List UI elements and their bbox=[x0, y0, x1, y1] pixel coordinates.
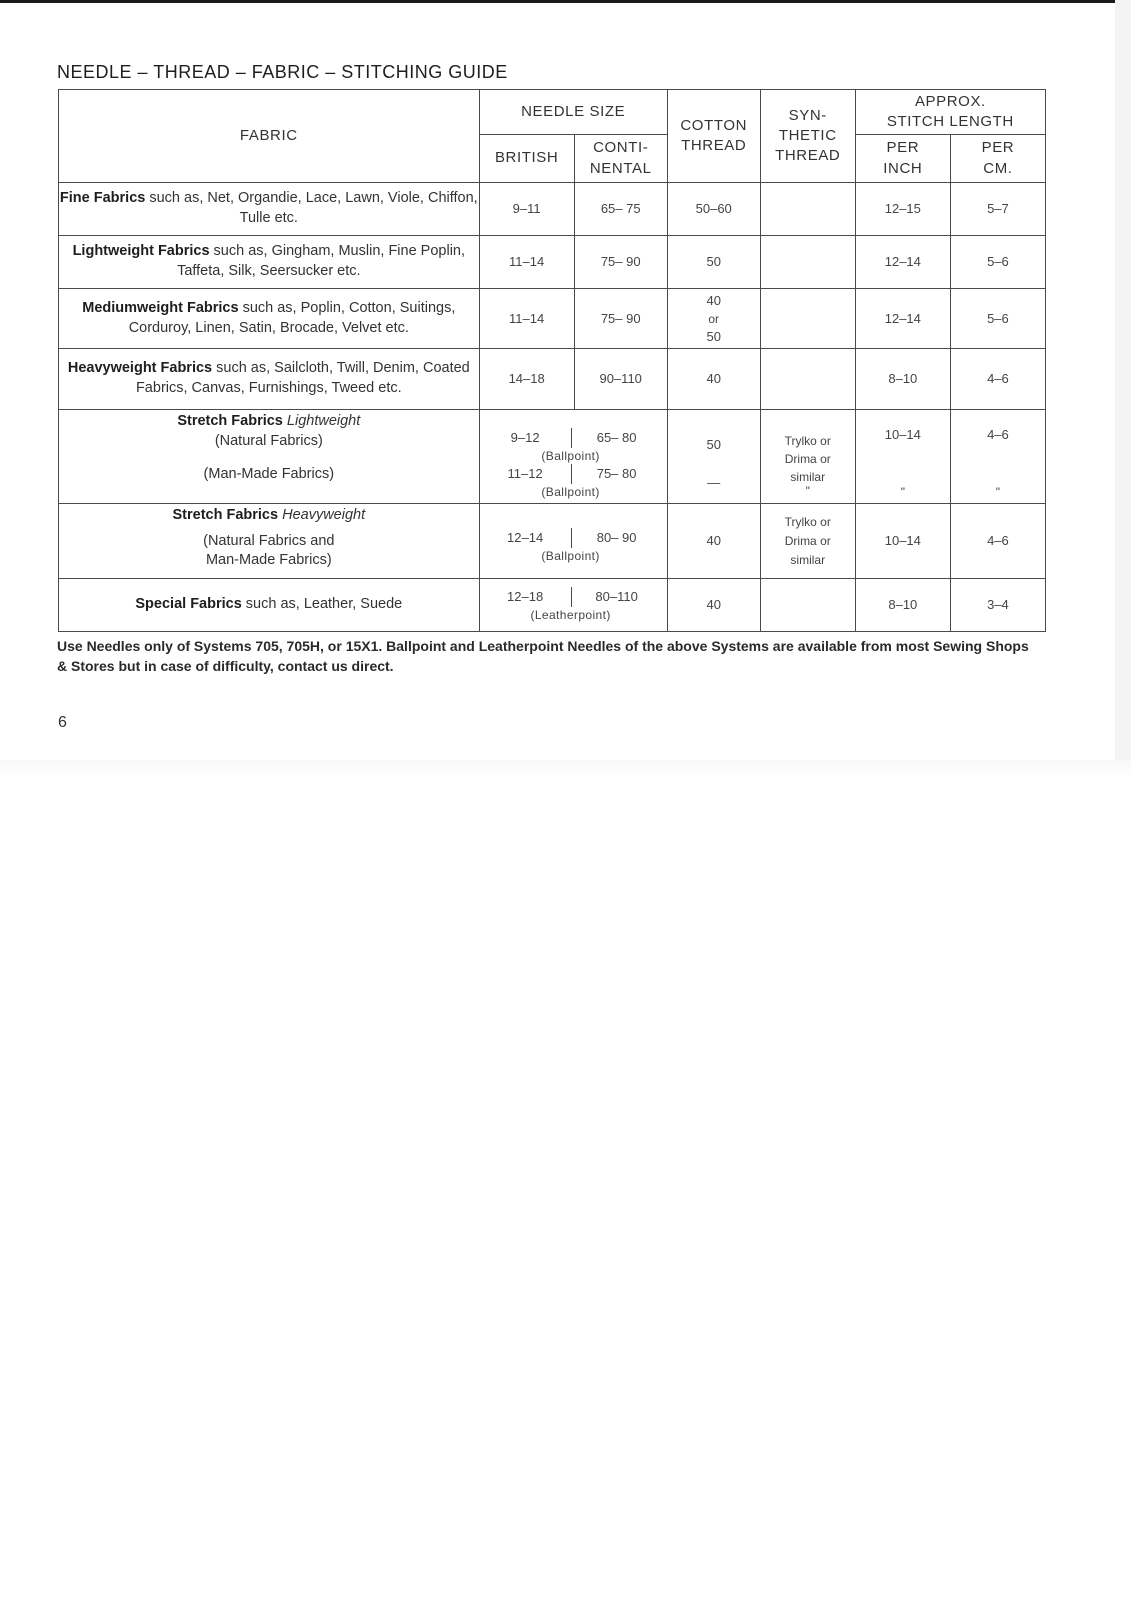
cotton-cell: 40 bbox=[667, 504, 760, 579]
page-edge-shadow bbox=[1115, 0, 1131, 775]
cotton-cell: 40 or 50 bbox=[667, 289, 760, 349]
fabric-cell: Heavyweight Fabrics such as, Sailcloth, Twill, Denim, Coated Fabrics, Canvas, Furnishings, Tweed etc. bbox=[59, 349, 480, 410]
page-bottom-edge bbox=[0, 760, 1131, 776]
cotton-cell: 50 bbox=[667, 236, 760, 289]
header-cotton-thread: COTTON THREAD bbox=[667, 90, 760, 183]
per-inch-cell: 10–14 bbox=[855, 504, 950, 579]
table-row bbox=[59, 579, 1046, 632]
synthetic-cell: Trylko or Drima or similar " bbox=[760, 410, 855, 504]
header-per-inch: PER INCH bbox=[855, 135, 950, 183]
top-edge-rule bbox=[0, 0, 1131, 3]
synthetic-cell: Trylko or Drima or similar bbox=[760, 504, 855, 579]
cotton-cell: 50 — bbox=[667, 410, 760, 504]
british-cell: 11–14 bbox=[479, 236, 574, 289]
header-british: BRITISH bbox=[479, 135, 574, 183]
per-inch-cell: 12–14 bbox=[855, 289, 950, 349]
cotton-cell: 50–60 bbox=[667, 183, 760, 236]
per-inch-cell: 8–10 bbox=[855, 349, 950, 410]
header-approx-stitch-length: APPROX. STITCH LENGTH bbox=[855, 90, 1045, 135]
per-cm-cell: 4–6 bbox=[950, 504, 1045, 579]
continental-cell: 65– 75 bbox=[574, 183, 667, 236]
page-title: NEEDLE – THREAD – FABRIC – STITCHING GUIDE bbox=[57, 62, 508, 82]
synthetic-cell bbox=[760, 236, 855, 289]
per-cm-cell: 5–6 bbox=[950, 289, 1045, 349]
per-inch-cell: 10–14 " bbox=[855, 410, 950, 504]
synthetic-cell bbox=[760, 349, 855, 410]
header-synthetic-thread: SYN- THETIC THREAD bbox=[760, 90, 855, 183]
synthetic-cell bbox=[760, 183, 855, 236]
needle-size-cell: 9–12 65– 80 (Ballpoint) 11–12 75– 80 (Ballpoint) bbox=[479, 410, 667, 504]
table-row bbox=[59, 410, 1046, 504]
header-continental: CONTI- NENTAL bbox=[574, 135, 667, 183]
british-cell: 11–14 bbox=[479, 289, 574, 349]
fabric-cell: Fine Fabrics such as, Net, Organdie, Lace, Lawn, Viole, Chiffon, Tulle etc. bbox=[59, 183, 480, 236]
header-fabric: FABRIC bbox=[59, 90, 480, 183]
table-row bbox=[59, 289, 1046, 349]
per-cm-cell: 4–6 bbox=[950, 349, 1045, 410]
table-row bbox=[59, 504, 1046, 579]
per-cm-cell: 5–7 bbox=[950, 183, 1045, 236]
continental-cell: 90–110 bbox=[574, 349, 667, 410]
synthetic-cell bbox=[760, 289, 855, 349]
fabric-cell: Lightweight Fabrics such as, Gingham, Muslin, Fine Poplin, Taffeta, Silk, Seersucker etc. bbox=[59, 236, 480, 289]
needle-size-cell: 12–14 80– 90 (Ballpoint) bbox=[479, 504, 667, 579]
british-cell: 14–18 bbox=[479, 349, 574, 410]
fabric-cell: Special Fabrics such as, Leather, Suede bbox=[59, 579, 480, 632]
stitching-guide-table bbox=[58, 89, 1046, 632]
table-row bbox=[59, 349, 1046, 410]
needle-systems-footnote: Use Needles only of Systems 705, 705H, or 15X1. Ballpoint and Leatherpoint Needles of the above Systems are available from most Sewing Shops & Stores but in case of difficulty, contact us direct. bbox=[57, 638, 1029, 674]
page-number: 6 bbox=[58, 714, 67, 731]
british-cell: 9–11 bbox=[479, 183, 574, 236]
continental-cell: 75– 90 bbox=[574, 236, 667, 289]
synthetic-cell bbox=[760, 579, 855, 632]
cotton-cell: 40 bbox=[667, 349, 760, 410]
header-needle-size: NEEDLE SIZE bbox=[479, 90, 667, 135]
fabric-cell: Stretch Fabrics Lightweight (Natural Fabrics) (Man-Made Fabrics) bbox=[59, 410, 480, 504]
per-cm-cell: 4–6 " bbox=[950, 410, 1045, 504]
per-inch-cell: 12–14 bbox=[855, 236, 950, 289]
fabric-cell: Mediumweight Fabrics such as, Poplin, Cotton, Suitings, Corduroy, Linen, Satin, Brocade, Velvet etc. bbox=[59, 289, 480, 349]
continental-cell: 75– 90 bbox=[574, 289, 667, 349]
per-inch-cell: 12–15 bbox=[855, 183, 950, 236]
table-row bbox=[59, 236, 1046, 289]
fabric-cell: Stretch Fabrics Heavyweight (Natural Fabrics and Man-Made Fabrics) bbox=[59, 504, 480, 579]
per-cm-cell: 5–6 bbox=[950, 236, 1045, 289]
needle-size-cell: 12–18 80–110 (Leatherpoint) bbox=[479, 579, 667, 632]
cotton-cell: 40 bbox=[667, 579, 760, 632]
header-per-cm: PER CM. bbox=[950, 135, 1045, 183]
per-cm-cell: 3–4 bbox=[950, 579, 1045, 632]
table-row bbox=[59, 183, 1046, 236]
per-inch-cell: 8–10 bbox=[855, 579, 950, 632]
